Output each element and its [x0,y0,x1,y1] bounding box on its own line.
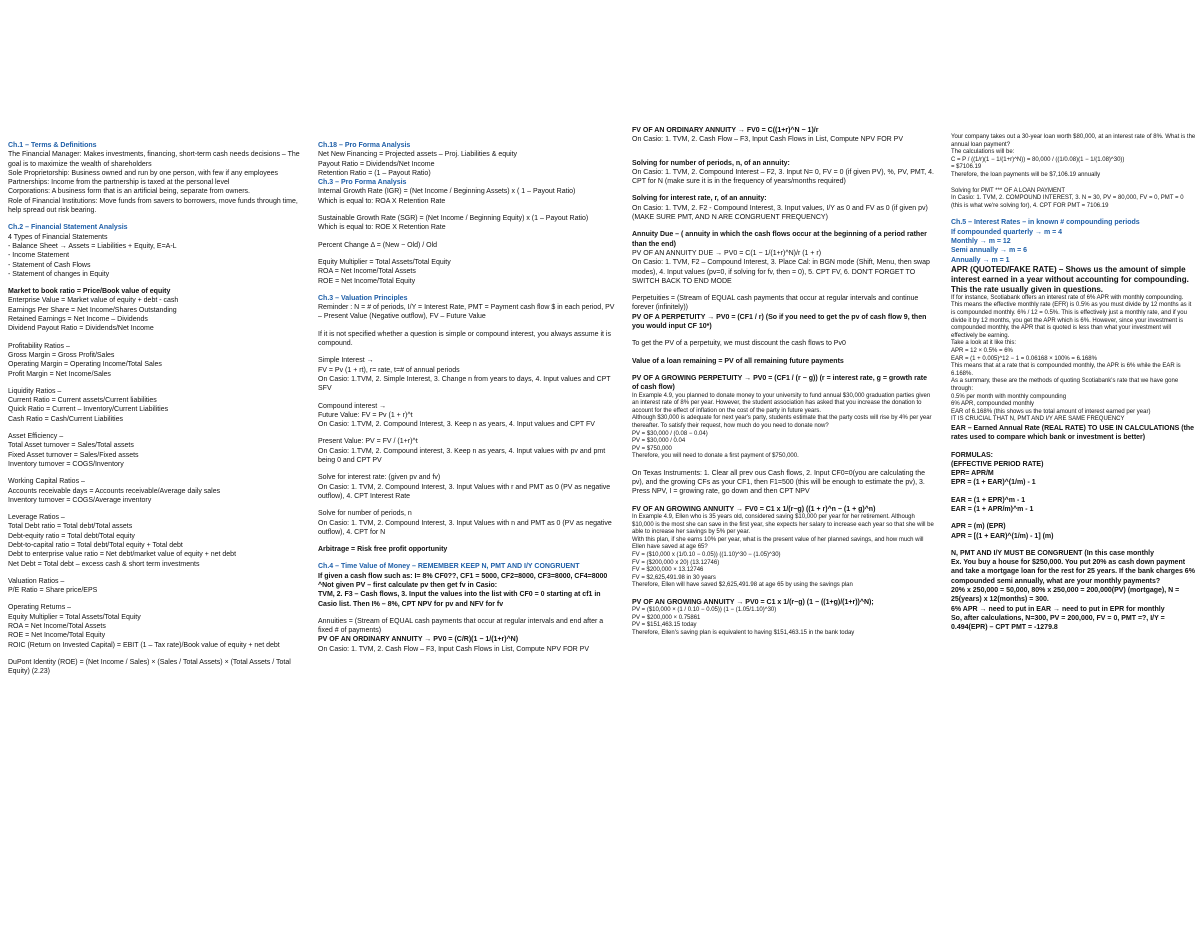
bold-line: So, after calculations, N=300, PV = 200,000, FV = 0, PMT =?, I/Y = 0.494(EPR) – CPT PMT = -1279.8 [951,614,1165,632]
text-line: Profit Margin = Net Income/Sales [8,370,111,378]
text-line: Valuation Ratios – [8,577,65,585]
spacer [8,279,306,287]
text-line: Future Value: FV = Pv (1 + r)^t [318,411,413,419]
bold-line: (EFFECTIVE PERIOD RATE) [951,460,1044,468]
text-line: ROA = Net Income/Total Assets [318,268,416,276]
text-line: Debt-equity ratio = Total debt/Total equity [8,532,135,540]
section-heading: Ch.4 – Time Value of Money – REMEMBER KEEP N, PMT AND I/Y CONGRUENT [318,563,580,571]
bold-line: Solving for number of periods, n, of an annuity: [632,159,790,167]
example-line: C = P / ((1/r)(1 − 1/(1+r)^N)) = 80,000 / ((1/0.08)(1 − 1/(1.08)^30)) [951,156,1125,163]
bold-line: ^Not given PV – first calculate pv then get fv in Casio: [318,581,498,589]
bold-line: Market to book ratio = Price/Book value of equity [8,288,171,296]
bold-line: APR = (m) (EPR) [951,523,1006,531]
spacer [951,443,1196,451]
text-line: Percent Change Δ = (New − Old) / Old [318,241,438,249]
spacer [632,497,934,505]
section-heading: Semi annually → m = 6 [951,247,1028,255]
example-line: 0.5% per month with monthly compounding [951,393,1067,400]
text-line: Inventory turnover = COGS/Average inventory [8,496,152,504]
text-line: ROA = Net Income/Total Assets [8,623,106,631]
text-line: Equity Multiplier = Total Assets/Total Equity [8,613,141,621]
text-line: Retained Earnings = Net Income – Dividends [8,316,148,324]
text-line: Operating Margin = Operating Income/Total Sales [8,361,162,369]
spacer [632,590,934,598]
bold-line: Solving for interest rate, r, of an annuity: [632,195,767,203]
text-line: - Statement of changes in Equity [8,270,110,278]
example-line: PV = $750,000 [632,445,672,452]
example-line: This means that at a rate that is compounded monthly, the APR is 6% while the EAR is 6.168%. [951,363,1181,377]
spacer [318,286,618,294]
text-line: Gross Margin = Gross Profit/Sales [8,351,115,359]
example-line: FV = ($10,000 x (1/0.10 − 0.05)) ((1.10)^30 − (1.05)^30) [632,552,781,559]
spacer [8,469,306,477]
example-line: FV = $2,625,491.98 in 30 years [632,574,716,581]
text-line: On Casio: 1. TVM, 2. Cash Flow – F3, Input Cash Flows in List, Compute NPV FOR PV [318,645,590,653]
text-line: On Casio: 1. TVM, 2. Compound Interest – F2, 3. Input N= 0, FV = 0 (if given PV), %, PV, PMT, 4. CPT for N (make sure it is in the frequency of years/months required) [632,168,934,186]
section-heading: Ch.1 – Terms & Definitions [8,142,97,149]
text-line: Payout Ratio = Dividends/Net Income [318,160,435,168]
text-line: Partnerships: Income from the partnership is taxed at the personal level [8,179,230,187]
text-line: Net New Financing = Projected assets – Proj. Liabilities & equity [318,151,518,159]
text-line: Quick Ratio = Current – Inventory/Current Liabilities [8,406,169,414]
example-line: PV = ($10,000 × (1 / 0.10 − 0.05)) (1 − (1.05/1.10)^30) [632,607,777,614]
text-line: On Casio: 1. TVM, 2. Compound Interest, 3. Input Values with r and PMT as 0 (PV as negative outflow), 4. CPT Interest Rate [318,483,611,500]
section-heading: Annually → m = 1 [951,256,1010,264]
bold-line: FV OF AN ORDINARY ANNUITY → FV0 = C((1+r)^N − 1)/r [632,127,819,134]
spacer [318,429,618,437]
example-line: Your company takes out a 30-year loan worth $80,000, at an interest rate of 8%. What is the annual loan payment? [951,134,1196,148]
example-line: PV = $30,000 / (0.08 − 0.04) [632,430,708,437]
text-line: Current Ratio = Current assets/Current liabilities [8,397,157,405]
text-line: Internal Growth Rate (IGR) = (Net Income / Beginning Assets) x ( 1 – Payout Ratio) [318,188,576,196]
bold-line: Annuity Due – ( annuity in which the cash flows occur at the beginning of a period rather than the end) [632,231,927,248]
text-line: Debt-to-capital ratio = Total debt/Total equity + Total debt [8,541,183,549]
bold-line: FV OF AN GROWING ANNUITY → FV0 = C1 x 1/(r−g) ((1 + r)^n − (1 + g)^n) [632,505,876,513]
section-heading: Monthly → m = 12 [951,237,1011,245]
example-line: Take a look at it like this: [951,340,1017,347]
example-line: PV = $151,463.15 today [632,622,697,629]
example-line: 6% APR, compounded monthly [951,401,1035,408]
spacer [318,554,618,562]
section-heading: If compounded quarterly → m = 4 [951,228,1063,236]
example-line: In Casio: 1. TVM, 2. COMPOUND INTEREST, 3. N = 30, PV = 80,000, FV = 0, PMT = 0 (this is what we're solving for), 4. CPT FOR PMT = 7106.19 [951,195,1184,209]
text-line: On Casio: 1. TVM, 2. Cash Flow – F3, Input Cash Flows in List, Compute NPV FOR PV [632,136,904,144]
text-line: Working Capital Ratios – [8,478,85,486]
spacer [8,505,306,513]
bold-line: Value of a loan remaining = PV of all remaining future payments [632,357,844,365]
example-line: As a summary, these are the methods of quoting Scotiabank's rate that we have gone through: [951,378,1179,392]
text-line: Total Asset turnover = Sales/Total assets [8,442,134,450]
bold-line: APR = [(1 + EAR)^(1/m) - 1] (m) [951,532,1054,540]
spacer [632,286,934,294]
spacer [951,210,1196,218]
spacer [951,514,1196,522]
example-line: PV = $30,000 / 0.04 [632,438,686,445]
text-line: Accounts receivable days = Accounts receivable/Average daily sales [8,487,221,495]
column-4 [951,134,1196,633]
example-line: Therefore, Ellen will have saved $2,625,491.98 at age 65 by using the savings plan [632,582,853,589]
spacer [8,334,306,342]
spacer [318,609,618,617]
spacer [8,379,306,387]
text-line: Operating Returns – [8,604,72,612]
text-line: On Casio: 1. TVM, 2. Compound Interest, 3. Input Values with n and PMT as 0 (PV as negative outflow), 4. CPT for N [318,519,612,536]
spacer [318,537,618,545]
bold-line: 6% APR → need to put in EAR → need to put in EPR for monthly [951,605,1165,613]
bold-line: PV OF A PERPETUITY → PV0 = (CF1 / r) (So if you need to get the pv of cash flow 9, then you would input CF 10*) [632,313,927,331]
text-line: Perpetuities = (Stream of EQUAL cash payments that occur at regular intervals and continue forever (infinitely)) [632,295,919,312]
example-line: In Example 4.9, you planned to donate money to your university to fund annual $30,000 graduation parties given an interest rate of 8% per year. However, the student association has asked that you increase the donation to account for the effect of inflation on the cost of the party in future years. [632,392,931,414]
spacer [318,233,618,241]
example-line: PV = $200,000 × 0.75861 [632,614,701,621]
example-line: The calculations will be: [951,149,1015,156]
spacer [951,180,1196,188]
text-line: Dividend Payout Ratio = Dividends/Net Income [8,325,154,333]
spacer [632,461,934,469]
text-line: Sustainable Growth Rate (SGR) = (Net Income / Beginning Equity) x (1 – Payout Ratio) [318,215,589,223]
text-line: On Casio: 1. TVM, 2. F2 - Compound Interest, 3. Input values, I/Y as 0 and FV as 0 (if given pv) (MAKE SURE PMT, AND N ARE CONGRUENT FREQUENCY) [632,204,928,222]
example-line: FV = ($200,000 x 20) (13.12746) [632,559,720,566]
spacer [8,595,306,603]
text-line: Net Debt = Total debt – excess cash & short term investments [8,560,200,568]
text-line: Solve for number of periods, n [318,510,412,518]
section-heading: Ch.2 – Financial Statement Analysis [8,224,128,232]
spacer [318,250,618,258]
example-line: EAR = (1 + 0.005)^12 − 1 = 0.06168 × 100% = 6.168% [951,355,1097,362]
example-line: If for instance, Scotiabank offers an interest rate of 6% APR with monthly compounding. This means the effective monthly rate (EFR) is 0.5% as you must divide by 12 months as it is compounded monthly. 6% / 12 = 0.5%. This is effectively just a monthly rate, and if you divide it by 12 months, you get the APR which is 6%. However, since your investment is compounded monthly, the APR that is quoted is less than what your investment will effectively be earning. [951,294,1192,339]
bold-line: N, PMT AND I/Y MUST BE CONGRUENT (In this case monthly [951,549,1155,557]
example-line: FV = $200,000 × 13.12746 [632,567,704,574]
spacer [951,541,1196,549]
text-line: PV OF AN ANNUITY DUE → PV0 = C(1 − 1/(1+r)^N)/r (1 + r) [632,249,822,257]
text-line: Which is equal to: ROA X Retention Rate [318,197,446,205]
text-line: Cash Ratio = Cash/Current Liabilities [8,415,123,423]
bold-line: PV OF AN GROWING ANNUITY → PV0 = C1 x 1/(r−g) (1 − ((1+g)/(1+r))^N); [632,599,874,606]
text-line: DuPont Identity (ROE) = (Net Income / Sales) × (Sales / Total Assets) × (Total Assets / Total Equity) (2.23) [8,658,291,676]
text-line: - Balance Sheet → Assets = Liabilities + Equity, E=A-L [8,242,177,250]
text-line: If it is not specified whether a question is simple or compound interest, you always assume it is compound. [318,330,611,348]
text-line: ROIC (Return on Invested Capital) = EBIT (1 – Tax rate)/Book value of equity + net debt [8,641,280,649]
text-line: On Casio: 1.TVM, 2. Compound Interest, 3. Keep n as years, 4. Input values and CPT FV [318,421,595,429]
spacer [318,394,618,402]
section-heading: Ch.18 – Pro Forma Analysis [318,142,411,149]
example-line: Therefore, the loan payments will be $7,106.19 annually [951,171,1101,178]
example-line: Therefore, you will need to donate a first payment of $750,000. [632,453,799,460]
bold-line: 20% x 250,000 = 50,000, 80% x 250,000 = 200,000(PV) (mortgage), N = 25(years) x 12(months) = 300. [951,587,1180,604]
text-line: Reminder : N = # of periods, I/Y = Interest Rate, PMT = Payment cash flow $ in each period, PV – Present Value (Negative outflow), FV – Future Value [318,304,615,321]
text-line: FV = Pv (1 + rt), r= rate, t=# of annual periods [318,366,460,374]
text-line: P/E Ratio = Share price/EPS [8,587,98,595]
spacer [8,424,306,432]
example-line: In Example 4.9, Ellen who is 35 years old, considered saving $10,000 per year for her retirement. Although $10,000 is the most she can save in the first year, she expects her salary to increase each year so that she will be able to increase her savings by 5% per year. [632,514,934,536]
text-line: - Statement of Cash Flows [8,261,91,269]
text-line: Total Debt ratio = Total debt/Total assets [8,523,133,531]
text-line: On Casio: 1.TVM, 2. Simple Interest, 3. Change n from years to days, 4. Input values and CPT SFV [318,375,611,393]
text-line: Equity Multiplier = Total Assets/Total Equity [318,258,451,266]
bold-line: EAR – Earned Annual Rate (REAL RATE) TO USE IN CALCULATIONS (the rates used to compare which bank or investment is better) [951,424,1195,442]
text-line: Leverage Ratios – [8,514,65,522]
example-line: IT IS CRUCIAL THAT N, PMT AND I/Y ARE SAME FREQUENCY [951,416,1125,423]
example-line: Solving for PMT *** OF A LOAN PAYMENT [951,187,1066,194]
spacer [632,186,934,194]
text-line: Simple Interest → [318,357,374,365]
spacer [632,331,934,339]
spacer [632,366,934,374]
text-line: The Financial Manager: Makes investments, financing, short-term cash needs decisions – The goal is to maximize the wealth of shareholders [8,151,300,168]
spacer [8,650,306,658]
spacer [8,215,306,223]
bold-line: Ex. You buy a house for $250,000. You put 20% as cash down payment and take a mortgage loan for the rest for 25 years. If the bank charges 6% compounded semi annually, what are your monthly payments? [951,559,1195,585]
text-line: Corporations: A business form that is an artificial being, separate from owners. [8,188,251,196]
spacer [318,465,618,473]
text-line: Sole Proprietorship: Business owned and run by one person, with few if any employees [8,169,279,177]
spacer [632,222,934,230]
spacer [951,488,1196,496]
text-line: On Texas Instruments: 1. Clear all prev ous Cash flows, 2. Input CF0=0(you are calculating the pv), and the growing CFs as your CF1, then F1=500 (this will be enough to estimate the pv), 3. Press NPV, I = growing rate, go down and then CPT NPV [632,469,926,496]
example-line: With this plan, if she earns 10% per year, what is the present value of her planned savings, and how much will Ellen have saved at age 65? [632,536,924,551]
bold-line: TVM, 2. F3 – Cash flows, 3. Input the values into the list with CF0 = 0 starting at cf1 in Casio list. Then I% – 8%, CPT NPV for pv and NFV for fv [318,591,601,608]
text-line: ROE = Net Income/Total Equity [8,632,106,640]
text-line: Debt to enterprise value ratio = Net debt/market value of equity + net debt [8,551,237,559]
spacer [318,501,618,509]
example-line: APR = 12 × 0.5% = 6% [951,347,1013,354]
bold-line: FORMULAS: [951,451,993,459]
text-line: Solve for interest rate: (given pv and fv) [318,474,441,482]
text-line: Present Value: PV = FV / (1+r)^t [318,438,418,446]
spacer [318,206,618,214]
section-heading: Ch.3 – Pro Forma Analysis [318,179,407,187]
bold-line: If given a cash flow such as: I= 8% CF0??, CF1 = 5000, CF2=8000, CF3=8000, CF4=8000 [318,572,608,580]
text-line: Annuities = (Stream of EQUAL cash payments that occur at regular intervals and end after a fixed # of payments) [318,617,604,635]
bold-line: APR (QUOTED/FAKE RATE) – Shows us the amount of simple interest earned in a year without accounting for compounding. This the rate usually given in questions. [951,264,1189,294]
text-line: Asset Efficiency – [8,433,64,441]
text-line: Liquidity Ratios – [8,387,62,395]
text-line: ROE = Net Income/Total Equity [318,277,416,285]
spacer [632,145,934,159]
text-line: Role of Financial Institutions: Move funds from savers to borrowers, move funds through time, help spread out risk bearing. [8,197,298,215]
bold-line: EAR = (1 + APR/m)^m - 1 [951,506,1034,513]
example-line: = $7106.19 [951,164,982,171]
bold-line: EPR= APR/M [951,470,994,478]
example-line: Although $30,000 is adequate for next year's party, students estimate that the party costs will rise by 4% per year thereafter. To satisfy their request, how much do you need to donate now? [632,415,932,429]
text-line: Retention Ratio = (1 – Payout Ratio) [318,169,431,177]
text-line: Compound interest → [318,402,387,410]
text-line: Fixed Asset turnover = Sales/Fixed assets [8,451,139,459]
bold-line: EAR = (1 + EPR)^m - 1 [951,496,1026,504]
spacer [318,348,618,356]
spacer [318,322,618,330]
bold-line: PV OF A GROWING PERPETUITY → PV0 = (CF1 / (r − g)) (r = interest rate, g = growth rate of cash flow) [632,374,927,392]
text-line: 4 Types of Financial Statements [8,233,108,241]
example-line: Therefore, Ellen's saving plan is equivalent to having $151,463.15 in the bank today [632,630,855,637]
text-line: Enterprise Value = Market value of equity + debt - cash [8,297,179,305]
spacer [8,569,306,577]
text-line: On Casio: 1.TVM, 2. Compound interest, 3. Keep n as years, 4. Input values with pv and pmt being 0 and CPT PV [318,447,606,465]
bold-line: EPR = (1 + EAR)^(1/m) - 1 [951,479,1036,487]
text-line: Which is equal to: ROE X Retention Rate [318,224,446,232]
example-line: EAR of 6.168% (this shows us the total amount of interest earned per year) [951,408,1151,415]
text-line: Earnings Per Share = Net Income/Shares Outstanding [8,306,177,314]
section-heading: Ch.3 – Valuation Principles [318,294,408,302]
spacer [632,349,934,357]
bold-line: PV OF AN ORDINARY ANNUITY → PV0 = (C/R)(1 − 1/(1+r)^N) [318,636,519,644]
bold-line: Arbitrage = Risk free profit opportunity [318,546,448,554]
column-2 [318,141,618,654]
text-line: To get the PV of a perpetuity, we must discount the cash flows to Pv0 [632,340,846,348]
column-3 [632,126,934,638]
text-line: On Casio: 1. TVM, F2 – Compound Interest, 3. Place Cal: in BGN mode (Shift, Menu, then swap modes), 4. Input values (pv=0, if solving for fv, then = 0), 5. CPT FV, 6. DON'T FORGET TO SWITCH BACK TO END MODE [632,259,930,285]
text-line: Profitability Ratios – [8,342,70,350]
text-line: Inventory turnover = COGS/Inventory [8,460,124,468]
section-heading: Ch.5 – Interest Rates – in known # compounding periods [951,219,1140,227]
text-line: - Income Statement [8,252,70,260]
column-1 [8,141,306,677]
